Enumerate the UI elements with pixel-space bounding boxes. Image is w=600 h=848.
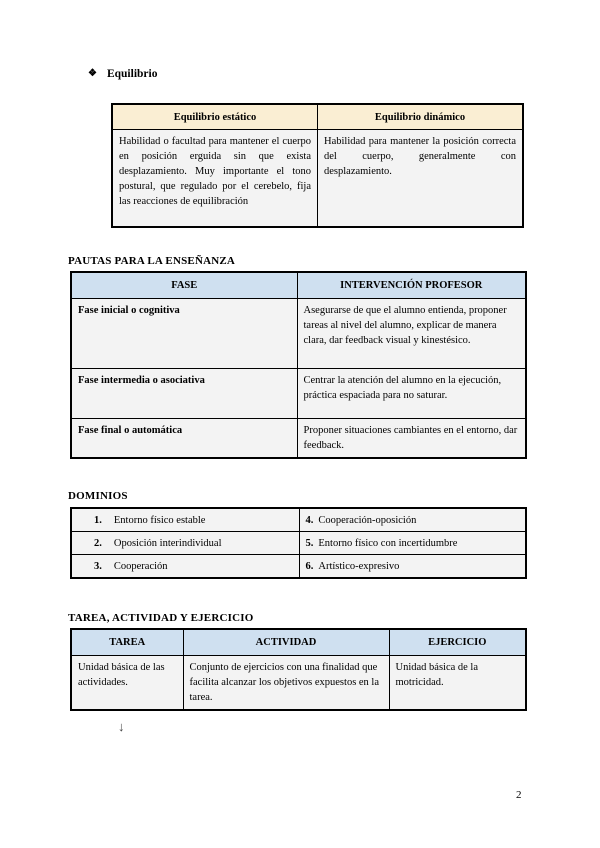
cell-fase-intermedia: Fase intermedia o asociativa <box>71 369 297 419</box>
cell-dominio-2 <box>71 532 299 555</box>
dominios-section-heading: DOMINIOS <box>68 490 128 502</box>
equilibrio-heading-row <box>88 68 157 80</box>
cell-equilibrio-estatico-definition: Habilidad o facultad para mantener el cuerpo en posición erguida sin que exista desplazamiento. Muy importante el tono postural, que regulado por el cerebelo, fija las reacciones de equilibración <box>112 130 318 228</box>
table-row <box>112 130 523 228</box>
list-item-label: Cooperación <box>113 560 168 572</box>
cell-ejercicio-definition: Unidad básica de la motricidad. <box>389 656 526 711</box>
cell-equilibrio-dinamico-definition: Habilidad para mantener la posición correcta del cuerpo, generalmente con desplazamiento. <box>318 130 524 228</box>
cell-intervencion-intermedia: Centrar la atención del alumno en la ejecución, práctica espaciada para no saturar. <box>297 369 526 419</box>
table-row <box>71 532 526 555</box>
table-row <box>71 656 526 711</box>
down-arrow-icon: ↓ <box>118 719 125 734</box>
list-item-label: Entorno físico con incertidumbre <box>318 537 458 549</box>
cell-dominio-4 <box>299 508 526 532</box>
list-item-label: Entorno físico estable <box>113 514 206 526</box>
cell-dominio-6 <box>299 555 526 579</box>
pautas-table <box>70 271 527 459</box>
table-row <box>71 508 526 532</box>
diamond-bullet-icon: ❖ <box>88 68 97 79</box>
equilibrio-table <box>111 103 524 228</box>
list-number: 1. <box>94 514 102 526</box>
cell-fase-inicial: Fase inicial o cognitiva <box>71 299 297 369</box>
list-number: 5. <box>305 537 314 549</box>
list-number: 6. <box>305 560 314 572</box>
column-header-fase: FASE <box>71 272 297 299</box>
table-header-row <box>112 104 523 130</box>
cell-dominio-5 <box>299 532 526 555</box>
cell-intervencion-final: Proponer situaciones cambiantes en el entorno, dar feedback. <box>297 419 526 459</box>
list-number: 4. <box>305 514 314 526</box>
table-row <box>71 555 526 579</box>
pautas-section-heading: PAUTAS PARA LA ENSEÑANZA <box>68 255 236 267</box>
list-item-label: Cooperación-oposición <box>318 514 417 526</box>
column-header-intervencion-profesor: INTERVENCIÓN PROFESOR <box>297 272 526 299</box>
cell-dominio-3 <box>71 555 299 579</box>
cell-tarea-definition: Unidad básica de las actividades. <box>71 656 183 711</box>
cell-intervencion-inicial: Asegurarse de que el alumno entienda, proponer tareas al nivel del alumno, explicar de manera clara, dar feedback visual y kinestésico. <box>297 299 526 369</box>
list-number: 2. <box>94 537 102 549</box>
equilibrio-heading: Equilibrio <box>106 68 158 80</box>
tarea-table <box>70 628 527 711</box>
list-item-label: Artístico-expresivo <box>318 560 400 572</box>
cell-actividad-definition: Conjunto de ejercicios con una finalidad que facilita alcanzar los objetivos expuestos en la tarea. <box>183 656 389 711</box>
tarea-section-heading: TAREA, ACTIVIDAD Y EJERCICIO <box>68 612 254 624</box>
table-row <box>71 419 526 459</box>
list-item-label: Oposición interindividual <box>113 537 222 549</box>
page-number: 2 <box>516 789 522 801</box>
list-number: 3. <box>94 560 102 572</box>
column-header-actividad: ACTIVIDAD <box>183 629 389 656</box>
table-header-row <box>71 272 526 299</box>
column-header-equilibrio-dinamico: Equilibrio dinámico <box>318 104 524 130</box>
cell-fase-final: Fase final o automática <box>71 419 297 459</box>
table-row <box>71 369 526 419</box>
table-header-row <box>71 629 526 656</box>
column-header-ejercicio: EJERCICIO <box>389 629 526 656</box>
column-header-tarea: TAREA <box>71 629 183 656</box>
cell-dominio-1 <box>71 508 299 532</box>
dominios-table <box>70 507 527 579</box>
table-row <box>71 299 526 369</box>
column-header-equilibrio-estatico: Equilibrio estático <box>112 104 318 130</box>
